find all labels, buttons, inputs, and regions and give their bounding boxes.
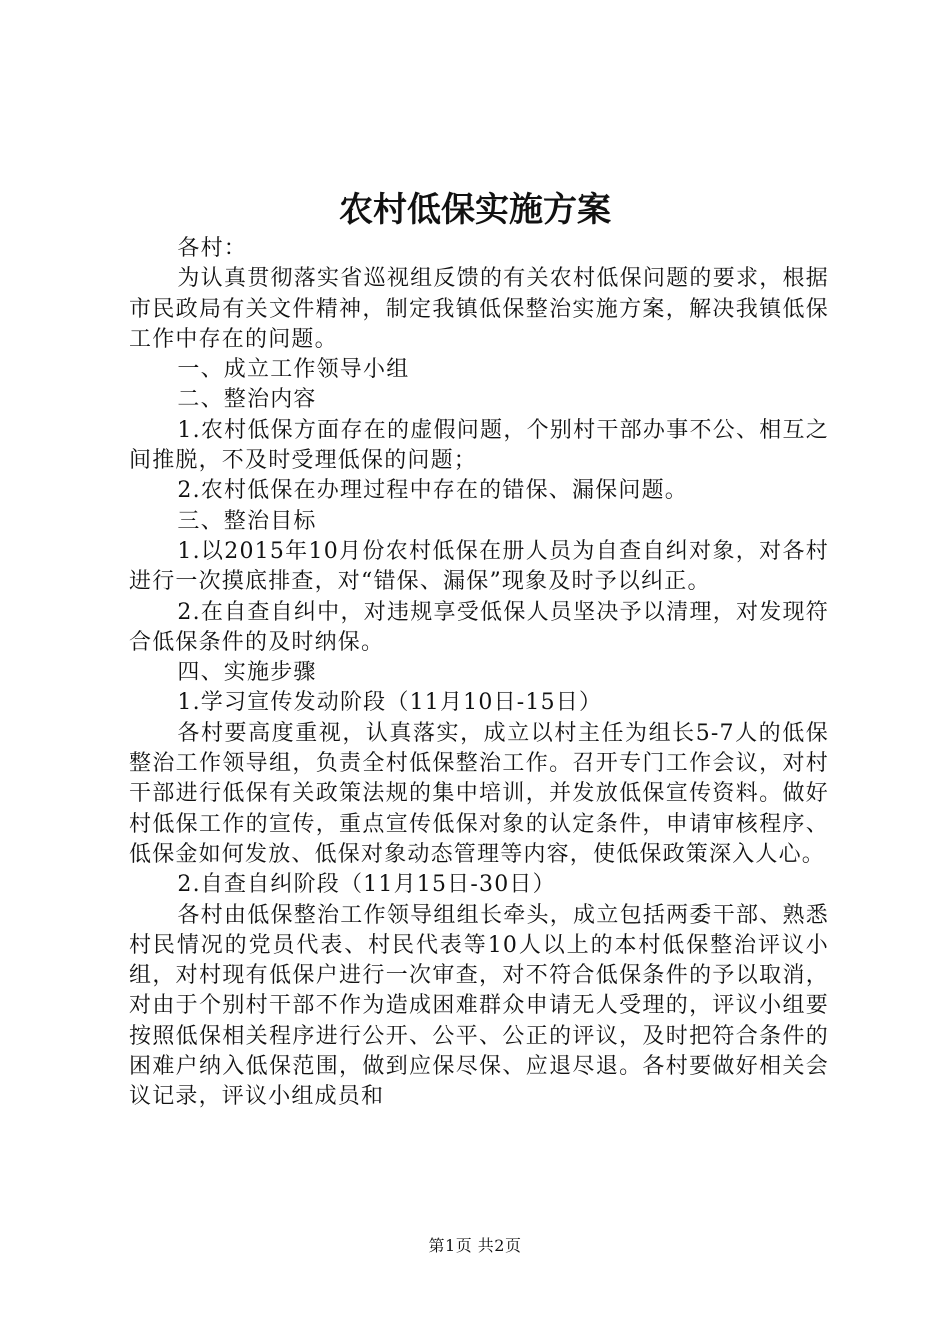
body-paragraph: 各村由低保整治工作领导组组长牵头，成立包括两委干部、熟悉村民情况的党员代表、村民代表等10人以上的本村低保整治评议小组，对村现有低保户进行一次审查，对不符合低保条件的予以取消，对由于个别村干部不作为造成困难群众申请无人受理的，评议小组要按照低保相关程序进行公开、公平、公正的评议，及时把符合条件的困难户纳入低保范围，做到应保尽保、应退尽退。各村要做好相关会议记录，评议小组成员和 [129,902,829,1110]
body-paragraph: 2.在自查自纠中，对违规享受低保人员坚决予以清理，对发现符合低保条件的及时纳保。 [129,599,829,655]
section-heading: 四、实施步骤 [177,660,317,686]
section-heading: 一、成立工作领导小组 [177,357,410,383]
body-paragraph: 1.农村低保方面存在的虚假问题，个别村干部办事不公、相互之间推脱，不及时受理低保的问题； [129,417,829,474]
body-paragraph: 各村要高度重视，认真落实，成立以村主任为组长5-7人的低保整治工作领导组，负责全村低保整治工作。召开专门工作会议，对村干部进行低保有关政策法规的集中培训，并发放低保宣传资料。做好村低保工作的宣传，重点宣传低保对象的认定条件，申请审核程序、低保金如何发放、低保对象动态管理等内容，使低保政策深入人心。 [129,720,829,867]
document-body [129,234,829,1113]
salutation: 各村： [177,236,247,261]
body-paragraph: 2.农村低保在办理过程中存在的错保、漏保问题。 [177,478,688,504]
subsection-heading: 1.学习宣传发动阶段（11月10日-15日） [177,690,603,716]
page-footer: 第1页 共2页 [428,1236,522,1255]
section-heading: 三、整治目标 [177,508,317,534]
intro-paragraph: 为认真贯彻落实省巡视组反馈的有关农村低保问题的要求，根据市民政局有关文件精神，制定我镇低保整治实施方案，解决我镇低保工作中存在的问题。 [129,266,829,352]
subsection-heading: 2.自查自纠阶段（11月15日-30日） [177,872,556,898]
body-paragraph: 1.以2015年10月份农村低保在册人员为自查自纠对象，对各村进行一次摸底排查，对“错保、漏保”现象及时予以纠正。 [129,538,829,595]
document-title: 农村低保实施方案 [339,190,611,230]
section-heading: 二、整治内容 [177,387,317,413]
